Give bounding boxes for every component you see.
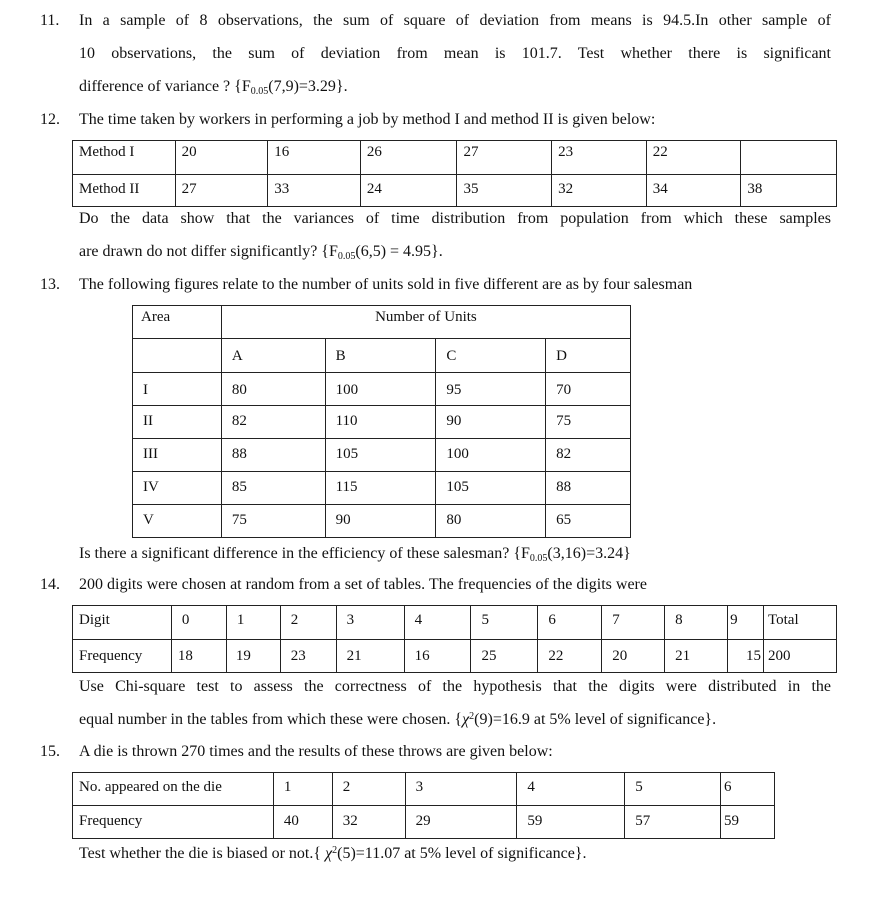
superscript: 2 bbox=[332, 845, 338, 856]
text-line bbox=[79, 537, 831, 570]
table-cell: 33 bbox=[268, 175, 361, 207]
table-cell: 35 bbox=[457, 175, 552, 207]
text-line: A die is thrown 270 times and the results of these throws are given below: bbox=[79, 743, 553, 760]
table-cell: 2 bbox=[332, 773, 405, 806]
table-cell: 21 bbox=[665, 640, 728, 673]
table-cell: 5 bbox=[471, 606, 538, 640]
table-cell: 85 bbox=[221, 472, 325, 505]
table-cell: 34 bbox=[646, 175, 741, 207]
table-cell: 1 bbox=[226, 606, 280, 640]
table-cell: 21 bbox=[336, 640, 404, 673]
table-cell: 38 bbox=[741, 175, 837, 207]
table-cell: 3 bbox=[405, 773, 517, 806]
table-cell: 26 bbox=[360, 141, 457, 175]
text-fragment: (3,16)=3.24} bbox=[547, 545, 631, 562]
table-cell: 200 bbox=[764, 640, 837, 673]
question-text bbox=[79, 4, 831, 103]
row-label: Method II bbox=[73, 175, 176, 207]
text-line bbox=[79, 837, 831, 870]
text-line: 200 digits were chosen at random from a set of tables. The frequencies of the digits were bbox=[79, 576, 647, 593]
question-number: 15. bbox=[40, 743, 60, 760]
table-cell bbox=[741, 141, 837, 175]
die-frequency-table bbox=[72, 772, 775, 839]
subscript: 0.05 bbox=[337, 251, 356, 262]
table-cell bbox=[273, 773, 332, 806]
text-line bbox=[79, 703, 831, 736]
table-cell: 110 bbox=[325, 406, 436, 439]
table-row bbox=[73, 806, 775, 839]
table-row bbox=[73, 773, 775, 806]
table-cell: 23 bbox=[280, 640, 336, 673]
units-header: Number of Units bbox=[221, 306, 630, 339]
face-value: 1 bbox=[283, 779, 292, 795]
question-text bbox=[79, 202, 831, 268]
text-line: Use Chi-square test to assess the correctness of the hypothesis that the digits were distributed in the bbox=[79, 678, 831, 695]
table-cell: 29 bbox=[405, 806, 517, 839]
table-cell: 22 bbox=[538, 640, 602, 673]
table-cell: 22 bbox=[646, 141, 741, 175]
table-cell: 88 bbox=[546, 472, 631, 505]
superscript: 2 bbox=[469, 711, 475, 722]
area-label: II bbox=[133, 406, 222, 439]
salesman-header: D bbox=[546, 339, 631, 373]
table-header-row bbox=[133, 306, 631, 339]
text-fragment: (5)=11.07 at 5% level of significance}. bbox=[337, 845, 587, 862]
salesman-header: C bbox=[436, 339, 546, 373]
table-cell: 3 bbox=[336, 606, 404, 640]
question-text bbox=[79, 670, 831, 736]
table-cell: 20 bbox=[602, 640, 665, 673]
question-number: 14. bbox=[40, 576, 60, 593]
row-label: Frequency bbox=[73, 640, 172, 673]
text-fragment: equal number in the tables from which these were chosen. { bbox=[79, 711, 463, 728]
table-cell: 100 bbox=[436, 439, 546, 472]
text-fragment: (6,5) = 4.95}. bbox=[355, 243, 443, 260]
area-label: I bbox=[133, 373, 222, 406]
salesman-header: B bbox=[325, 339, 436, 373]
table-row bbox=[133, 472, 631, 505]
table-cell: 8 bbox=[665, 606, 728, 640]
area-label: IV bbox=[133, 472, 222, 505]
table-cell: 59 bbox=[721, 806, 775, 839]
text-fragment: Is there a significant difference in the efficiency of these salesman? {F bbox=[79, 545, 530, 562]
table-cell bbox=[133, 339, 222, 373]
row-label: No. appeared on the die bbox=[73, 773, 274, 806]
table-cell: 4 bbox=[517, 773, 625, 806]
table-cell: 80 bbox=[221, 373, 325, 406]
table-cell: Total bbox=[764, 606, 837, 640]
question-text bbox=[79, 103, 831, 136]
units-sold-table bbox=[132, 305, 631, 538]
table-cell: 19 bbox=[226, 640, 280, 673]
question-number: 12. bbox=[40, 111, 60, 128]
row-label: Method I bbox=[73, 141, 176, 175]
table-cell: 23 bbox=[552, 141, 647, 175]
table-cell: 18 bbox=[171, 640, 226, 673]
table-cell: 82 bbox=[221, 406, 325, 439]
table-cell: 65 bbox=[546, 505, 631, 538]
text-line: The following figures relate to the number of units sold in five different are as by four salesman bbox=[79, 276, 693, 293]
area-label: V bbox=[133, 505, 222, 538]
table-cell: 16 bbox=[268, 141, 361, 175]
row-label: Digit bbox=[73, 606, 172, 640]
table-cell: 88 bbox=[221, 439, 325, 472]
text-line: The time taken by workers in performing a job by method I and method II is given below: bbox=[79, 111, 656, 128]
text-line bbox=[79, 235, 831, 268]
table-cell: 9 bbox=[728, 606, 764, 640]
table-cell: 25 bbox=[471, 640, 538, 673]
table-cell: 27 bbox=[175, 175, 268, 207]
text-line: In a sample of 8 observations, the sum of square of deviation from means is 94.5.In other sample of bbox=[79, 12, 831, 29]
table-row bbox=[133, 505, 631, 538]
subscript: 0.05 bbox=[250, 86, 269, 97]
question-text bbox=[79, 268, 831, 301]
question-text bbox=[79, 735, 831, 768]
table-cell: 95 bbox=[436, 373, 546, 406]
row-label: Frequency bbox=[73, 806, 274, 839]
question-text bbox=[79, 837, 831, 870]
table-cell: 6 bbox=[538, 606, 602, 640]
table-cell: 32 bbox=[552, 175, 647, 207]
table-cell: 82 bbox=[546, 439, 631, 472]
table-cell: 24 bbox=[360, 175, 457, 207]
table-cell: 75 bbox=[546, 406, 631, 439]
table-row bbox=[73, 640, 837, 673]
table-cell: 40 bbox=[273, 806, 332, 839]
text-fragment: (7,9)=3.29}. bbox=[268, 78, 348, 95]
table-row bbox=[73, 606, 837, 640]
table-cell: 5 bbox=[625, 773, 721, 806]
table-row bbox=[73, 141, 837, 175]
table-cell: 105 bbox=[436, 472, 546, 505]
text-line: Do the data show that the variances of time distribution from population from which these samples bbox=[79, 210, 831, 227]
table-cell: 2 bbox=[280, 606, 336, 640]
table-cell: 75 bbox=[221, 505, 325, 538]
table-cell: 6 bbox=[721, 773, 775, 806]
method-time-table bbox=[72, 140, 837, 207]
table-cell: 70 bbox=[546, 373, 631, 406]
text-line: 10 observations, the sum of deviation from mean is 101.7. Test whether there is significant bbox=[79, 45, 831, 62]
table-cell: 0 bbox=[171, 606, 226, 640]
area-header: Area bbox=[133, 306, 222, 339]
table-row bbox=[133, 406, 631, 439]
table-cell: 90 bbox=[436, 406, 546, 439]
question-text bbox=[79, 537, 831, 570]
table-cell: 32 bbox=[332, 806, 405, 839]
text-fragment: (9)=16.9 at 5% level of significance}. bbox=[474, 711, 717, 728]
table-cell: 80 bbox=[436, 505, 546, 538]
table-header-row bbox=[133, 339, 631, 373]
table-cell: 90 bbox=[325, 505, 436, 538]
table-row bbox=[133, 373, 631, 406]
table-cell: 20 bbox=[175, 141, 268, 175]
chi-symbol: χ bbox=[325, 845, 333, 862]
table-cell: 16 bbox=[404, 640, 471, 673]
table-cell: 105 bbox=[325, 439, 436, 472]
text-fragment: are drawn do not differ significantly? {F bbox=[79, 243, 338, 260]
table-cell: 15 bbox=[728, 640, 764, 673]
digit-frequency-table bbox=[72, 605, 837, 673]
text-line bbox=[79, 70, 831, 103]
question-number: 13. bbox=[40, 276, 60, 293]
salesman-header: A bbox=[221, 339, 325, 373]
area-label: III bbox=[133, 439, 222, 472]
chi-symbol: χ bbox=[462, 711, 470, 728]
table-row bbox=[133, 439, 631, 472]
table-cell: 7 bbox=[602, 606, 665, 640]
table-cell: 100 bbox=[325, 373, 436, 406]
table-cell: 115 bbox=[325, 472, 436, 505]
subscript: 0.05 bbox=[529, 553, 548, 564]
text-fragment: Test whether the die is biased or not.{ bbox=[79, 845, 326, 862]
table-cell: 59 bbox=[517, 806, 625, 839]
text-fragment: difference of variance ? {F bbox=[79, 78, 251, 95]
question-number: 11. bbox=[40, 12, 60, 29]
table-cell: 57 bbox=[625, 806, 721, 839]
table-cell: 27 bbox=[457, 141, 552, 175]
table-cell: 4 bbox=[404, 606, 471, 640]
question-text bbox=[79, 568, 831, 601]
